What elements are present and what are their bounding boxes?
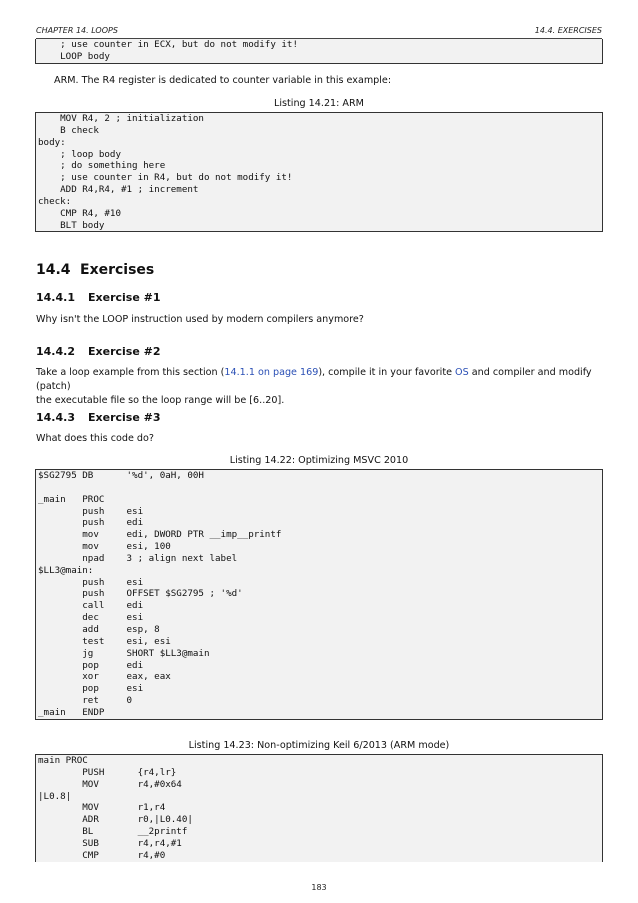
- code-line: jg SHORT $LL3@main: [38, 647, 210, 659]
- header-section: 14.4. EXERCISES: [534, 26, 602, 35]
- code-line: ret 0: [38, 695, 133, 707]
- code-line: PUSH {r4,lr}: [38, 766, 177, 778]
- code-line: ADD R4,R4, #1 ; increment: [38, 184, 199, 196]
- exercise-2-text-a: Take a loop example from this section (: [36, 367, 225, 378]
- code-line: call edi: [38, 600, 144, 612]
- section-number: 14.4: [36, 262, 71, 278]
- code-line: npad 3 ; align next label: [38, 552, 238, 564]
- code-line: BL __2printf: [38, 826, 188, 838]
- arm-intro-paragraph: ARM. The R4 register is dedicated to counter variable in this example:: [54, 75, 392, 86]
- code-line: dec esi: [38, 612, 144, 624]
- code-line: push OFFSET $SG2795 ; '%d': [38, 588, 243, 600]
- code-line: LOOP body: [38, 50, 110, 62]
- section-heading: [36, 262, 154, 278]
- code-line: add esp, 8: [38, 623, 160, 635]
- code-line: CMP r4,#0: [38, 849, 166, 861]
- code-line: ; use counter in ECX, but do not modify it!: [38, 39, 298, 50]
- code-line: push esi: [38, 505, 144, 517]
- code-line: ; do something here: [38, 160, 166, 172]
- code-line: _main PROC: [38, 493, 105, 505]
- listing-14-22-code: [35, 469, 603, 720]
- exercise-1-title: Exercise #1: [88, 291, 161, 304]
- exercise-1-text: Why isn't the LOOP instruction used by modern compilers anymore?: [36, 314, 364, 325]
- page-reference-link[interactable]: 14.1.1 on page 169: [224, 367, 319, 378]
- code-line: body:: [38, 136, 66, 148]
- header-chapter: CHAPTER 14. LOOPS: [36, 26, 118, 35]
- os-glossary-link[interactable]: OS: [455, 367, 469, 378]
- code-line: MOV R4, 2 ; initialization: [38, 113, 204, 124]
- exercise-3-heading: [36, 411, 161, 424]
- exercise-1-number: 14.4.1: [36, 291, 75, 304]
- exercise-3-title: Exercise #3: [88, 411, 161, 424]
- code-line: [38, 482, 600, 494]
- code-line: CMP R4, #10: [38, 207, 121, 219]
- running-header: [36, 26, 602, 38]
- code-line: check:: [38, 195, 72, 207]
- code-line: |L0.8|: [38, 790, 72, 802]
- code-line: pop edi: [38, 659, 144, 671]
- code-line: _main ENDP: [38, 706, 105, 718]
- code-line: BLT body: [38, 219, 105, 231]
- code-line: test esi, esi: [38, 635, 171, 647]
- listing-14-22-caption: Listing 14.22: Optimizing MSVC 2010: [229, 455, 409, 466]
- page-number: 183: [311, 883, 327, 892]
- exercise-1-heading: [36, 291, 161, 304]
- exercise-3-text: What does this code do?: [36, 433, 154, 444]
- listing-14-23-code: [35, 754, 603, 862]
- code-line: push edi: [38, 517, 144, 529]
- code-line: ; use counter in R4, but do not modify it!: [38, 172, 293, 184]
- code-line: mov edi, DWORD PTR __imp__printf: [38, 529, 282, 541]
- code-line: B check: [38, 124, 99, 136]
- code-line: mov esi, 100: [38, 541, 171, 553]
- exercise-2-text: [36, 366, 602, 408]
- exercise-2-number: 14.4.2: [36, 345, 75, 358]
- code-line: ; loop body: [38, 148, 121, 160]
- code-line: xor eax, eax: [38, 671, 171, 683]
- exercise-2-title: Exercise #2: [88, 345, 161, 358]
- exercise-2-text-d: the executable file so the loop range will be [6..20].: [36, 395, 285, 406]
- listing-14-21-code: [35, 112, 603, 232]
- section-title: Exercises: [80, 262, 155, 278]
- code-line: MOV r1,r4: [38, 802, 166, 814]
- code-line: pop esi: [38, 683, 144, 695]
- exercise-2-heading: [36, 345, 161, 358]
- listing-14-21-caption: Listing 14.21: ARM: [274, 98, 364, 109]
- code-line: $LL3@main:: [38, 564, 94, 576]
- exercise-3-number: 14.4.3: [36, 411, 75, 424]
- code-line: MOV r4,#0x64: [38, 778, 182, 790]
- code-line: main PROC: [38, 755, 88, 766]
- code-line: ADR r0,|L0.40|: [38, 814, 193, 826]
- code-line: $SG2795 DB '%d', 0aH, 00H: [38, 470, 204, 481]
- code-block-continued: [35, 39, 603, 64]
- code-line: SUB r4,r4,#1: [38, 837, 182, 849]
- listing-14-23-caption: Listing 14.23: Non-optimizing Keil 6/2013 (ARM mode): [188, 740, 450, 751]
- exercise-2-text-b: ), compile it in your favorite: [318, 367, 456, 378]
- exercise-2-text-c: and compiler and modify (patch): [36, 367, 592, 392]
- code-line: push esi: [38, 576, 144, 588]
